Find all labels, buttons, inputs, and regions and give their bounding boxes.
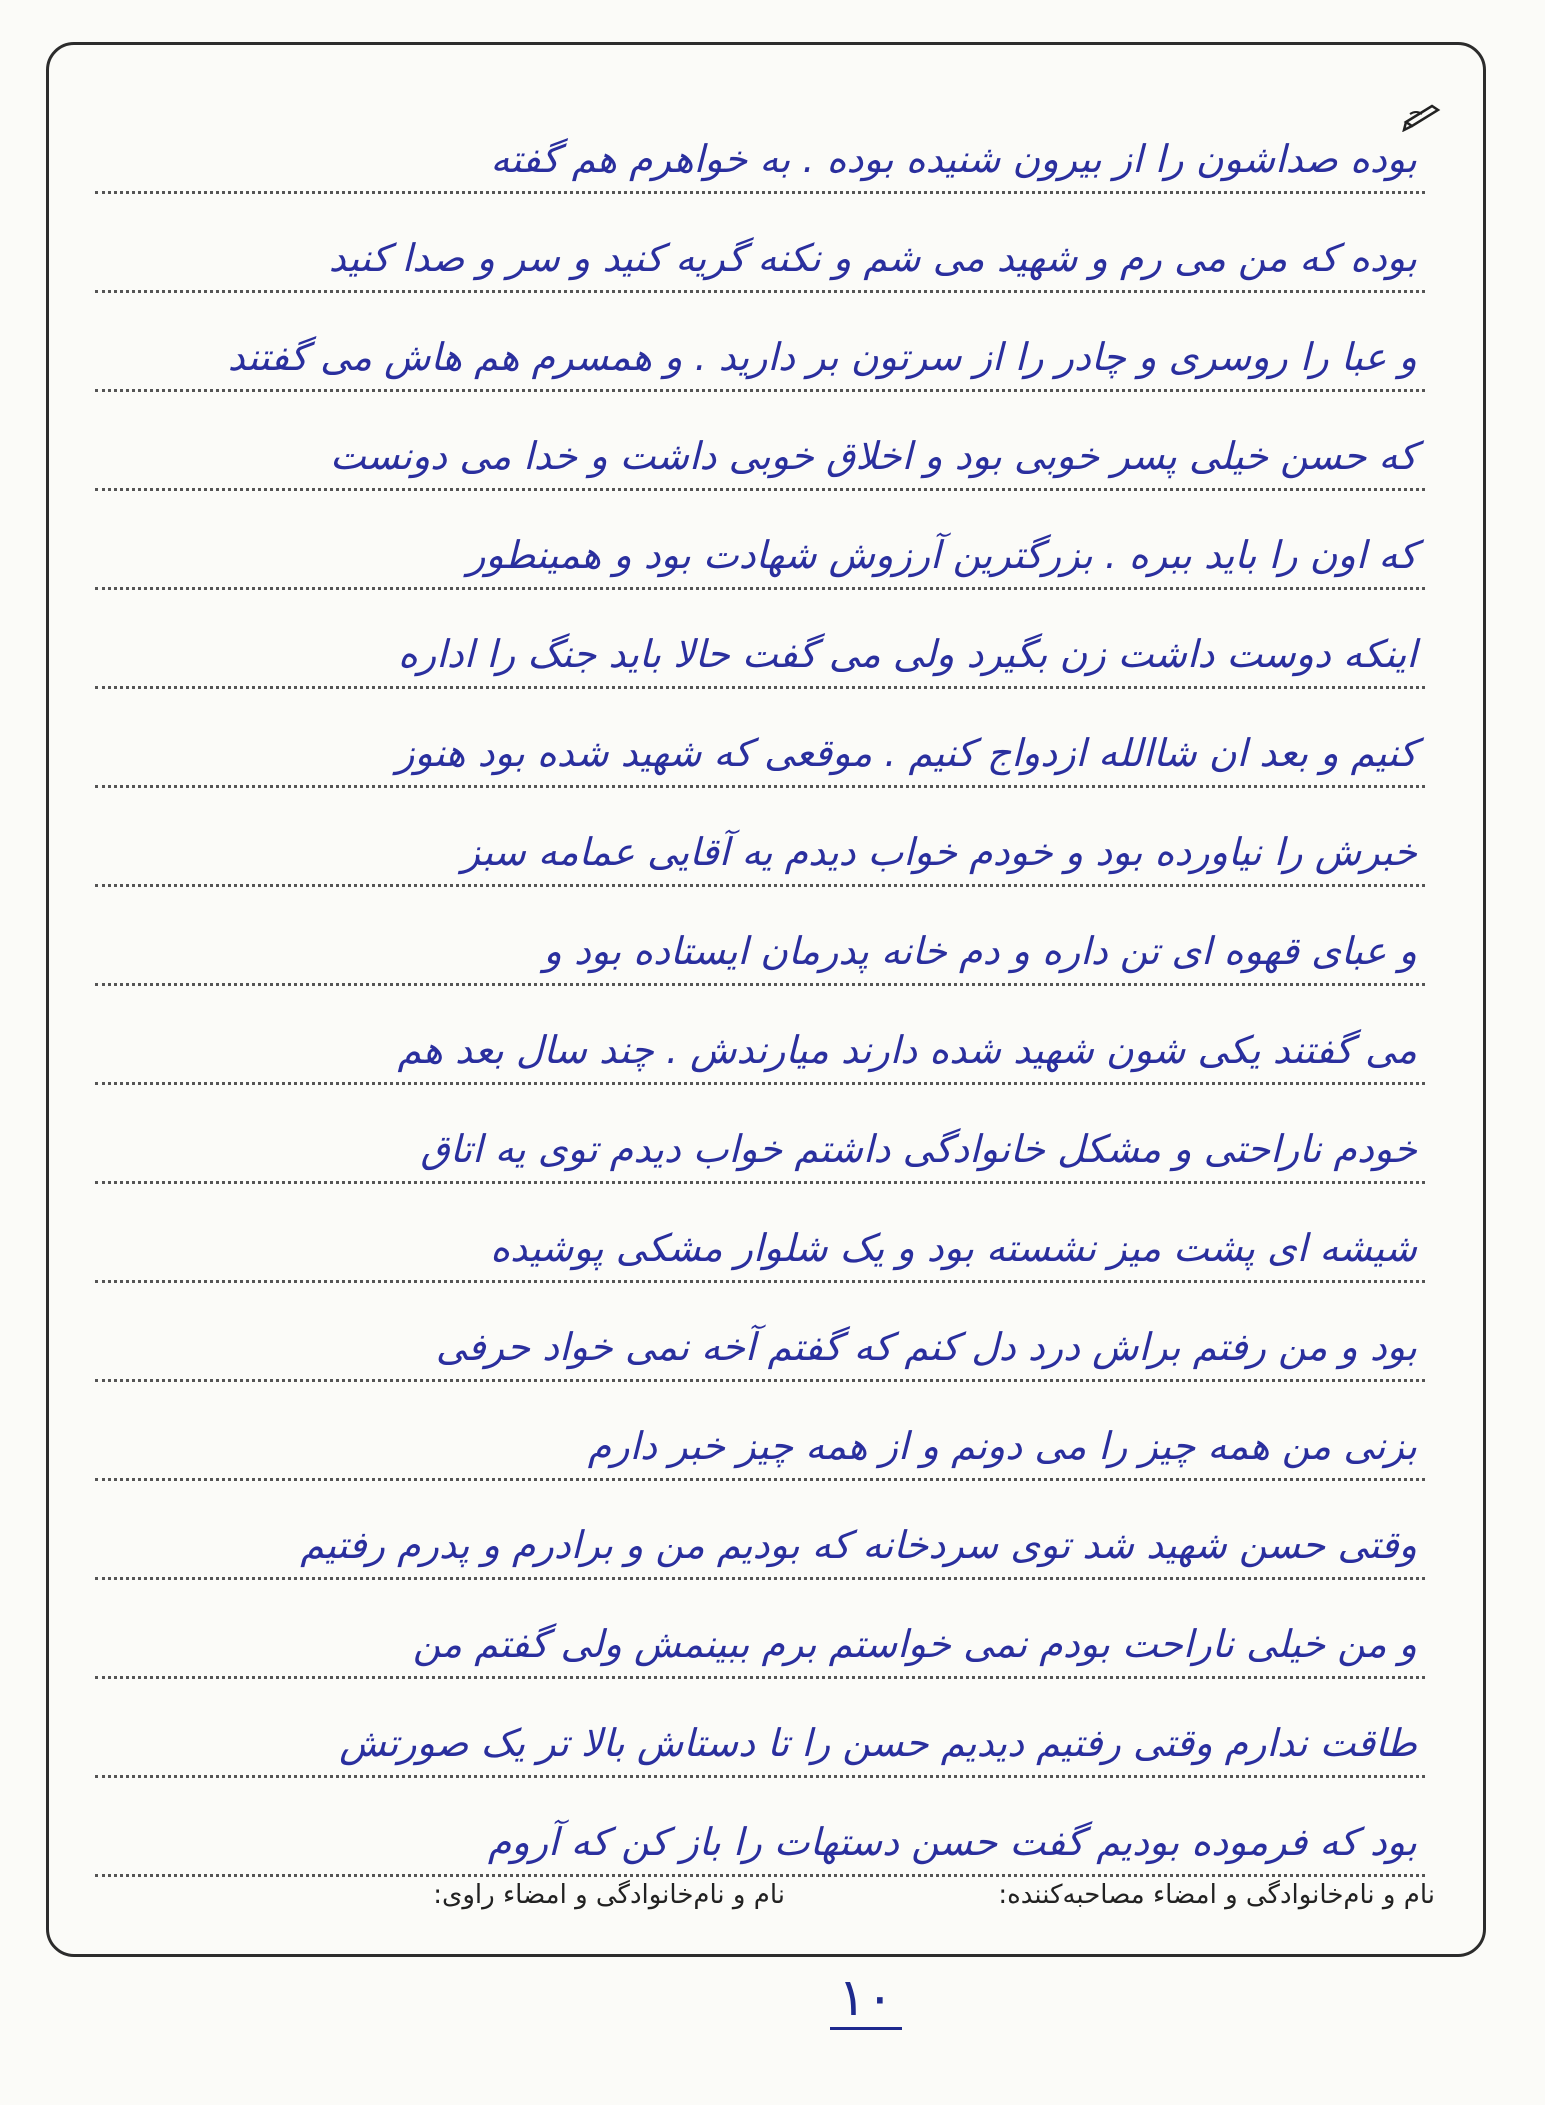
handwritten-text: بود و من رفتم براش درد دل کنم که گفتم آخه نمی خواد حرفی xyxy=(435,1325,1417,1369)
handwritten-text: که حسن خیلی پسر خوبی بود و اخلاق خوبی داشت و خدا می دونست xyxy=(330,434,1417,478)
text-line xyxy=(95,1184,1425,1283)
handwritten-text: بزنی من همه چیز را می دونم و از همه چیز خبر دارم xyxy=(587,1424,1417,1468)
handwritten-text: که اون را باید ببره . بزرگترین آرزوش شهادت بود و همینطور xyxy=(467,533,1417,577)
text-line xyxy=(95,1580,1425,1679)
interviewer-signature-label: نام و نام‌خانوادگی و امضاء مصاحبه‌کننده: xyxy=(998,1880,1435,1910)
text-line xyxy=(95,194,1425,293)
narrator-signature-label: نام و نام‌خانوادگی و امضاء راوی: xyxy=(433,1880,785,1910)
text-line xyxy=(95,986,1425,1085)
handwritten-text: خبرش را نیاورده بود و خودم خواب دیدم یه آقایی عمامه سبز xyxy=(461,830,1417,874)
handwritten-text: وقتی حسن شهید شد توی سردخانه که بودیم من و برادرم و پدرم رفتیم xyxy=(300,1523,1417,1567)
text-line xyxy=(95,1481,1425,1580)
handwritten-text: می گفتند یکی شون شهید شده دارند میارندش . چند سال بعد هم xyxy=(397,1028,1417,1072)
handwritten-text: و عبا را روسری و چادر را از سرتون بر دارید . و همسرم هم هاش می گفتند xyxy=(227,335,1417,379)
text-line xyxy=(95,1085,1425,1184)
handwritten-text: بوده که من می رم و شهید می شم و نکنه گریه کنید و سر و صدا کنید xyxy=(328,236,1417,280)
text-line xyxy=(95,788,1425,887)
text-line xyxy=(95,590,1425,689)
text-line xyxy=(95,1283,1425,1382)
handwritten-text: شیشه ای پشت میز نشسته بود و یک شلوار مشکی پوشیده xyxy=(490,1226,1417,1270)
text-line xyxy=(95,1778,1425,1877)
page-number: ۱۰ xyxy=(830,1970,902,2030)
handwritten-text: بود که فرموده بودیم گفت حسن دستهات را باز کن که آروم xyxy=(487,1820,1417,1864)
handwritten-lines xyxy=(95,95,1425,1875)
handwritten-text: کنیم و بعد ان شاالله ازدواج کنیم . موقعی که شهید شده بود هنوز xyxy=(396,731,1417,775)
handwritten-text: و عبای قهوه ای تن داره و دم خانه پدرمان ایستاده بود و xyxy=(543,929,1417,973)
handwritten-text: اینکه دوست داشت زن بگیرد ولی می گفت حالا باید جنگ را اداره xyxy=(398,632,1417,676)
text-line xyxy=(95,392,1425,491)
handwritten-text: خودم ناراحتی و مشکل خانوادگی داشتم خواب دیدم توی یه اتاق xyxy=(420,1127,1417,1171)
handwritten-text: طاقت ندارم وقتی رفتیم دیدیم حسن را تا دستاش بالا تر یک صورتش xyxy=(339,1721,1417,1765)
text-line xyxy=(95,1382,1425,1481)
text-line xyxy=(95,689,1425,788)
handwritten-text: بوده صداشون را از بیرون شنیده بوده . به خواهرم هم گفته xyxy=(490,137,1417,181)
text-line xyxy=(95,95,1425,194)
text-line xyxy=(95,293,1425,392)
text-line xyxy=(95,887,1425,986)
text-line xyxy=(95,1679,1425,1778)
handwritten-text: و من خیلی ناراحت بودم نمی خواستم برم ببینمش ولی گفتم من xyxy=(412,1622,1417,1666)
text-line xyxy=(95,491,1425,590)
